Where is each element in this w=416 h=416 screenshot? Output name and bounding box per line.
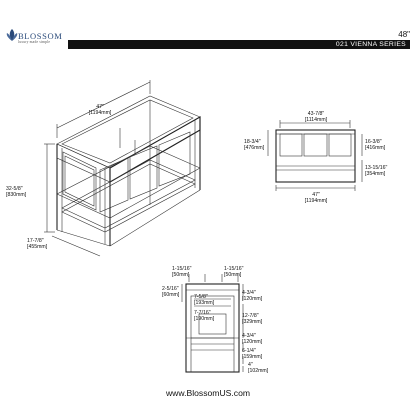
dim-value: 4" — [248, 362, 253, 368]
dim-value-mm: [120mm] — [242, 296, 263, 302]
dim-value-mm: [1114mm] — [304, 117, 328, 123]
dim-value-mm: [120mm] — [242, 339, 263, 345]
side-top-left-dim — [172, 266, 191, 278]
dim-value-mm: [193mm] — [194, 300, 215, 306]
dim-value-mm: [1194mm] — [304, 198, 328, 204]
dim-value: 4-3/4" — [242, 333, 256, 339]
dim-value: 17-7/8" — [27, 238, 44, 244]
dim-value-mm: [50mm] — [172, 272, 190, 278]
dim-value-mm: [354mm] — [365, 171, 386, 177]
side-right-c-dim — [242, 333, 262, 345]
dim-value-mm: [416mm] — [365, 145, 386, 151]
side-left-outer-dim — [162, 286, 179, 298]
side-right-a-dim — [242, 290, 262, 302]
dim-value-mm: [102mm] — [248, 368, 269, 374]
side-right-b-dim — [242, 313, 262, 325]
dim-value-mm: [329mm] — [242, 319, 263, 325]
dim-value-mm: [159mm] — [242, 354, 263, 360]
dim-value-mm: [50mm] — [224, 272, 242, 278]
dim-value: 13-15/16" — [365, 165, 388, 171]
dim-value-mm: [1194mm] — [88, 110, 112, 116]
side-right-e-dim — [248, 362, 268, 374]
dim-value: 12-7/8" — [242, 313, 259, 319]
product-size: 48" — [398, 30, 410, 39]
dim-value: 2-5/16" — [162, 286, 179, 292]
dim-value: 7-7/16" — [194, 310, 211, 316]
dim-value-mm: [476mm] — [244, 145, 265, 151]
dim-value-mm: [190mm] — [194, 316, 215, 322]
dim-value: 1-15/16" — [172, 266, 192, 272]
side-right-d-dim — [242, 348, 262, 360]
side-inner-b-dim — [194, 310, 214, 322]
dim-value: 16-3/8" — [365, 139, 382, 145]
website-link[interactable]: www.BlossomUS.com — [165, 388, 251, 398]
dim-value-mm: [830mm] — [6, 192, 27, 198]
dim-value: 4-3/4" — [242, 290, 256, 296]
side-inner-a-dim — [194, 294, 214, 306]
dim-value: 47" — [96, 104, 104, 110]
dim-value: 1-15/16" — [224, 266, 244, 272]
dim-value: 32-5/8" — [6, 186, 23, 192]
dim-value-mm: [455mm] — [27, 244, 48, 250]
side-top-right-dim — [224, 266, 243, 278]
dim-value-mm: [60mm] — [162, 292, 180, 298]
dim-value: 43-7/8" — [307, 111, 325, 117]
dim-value: 47" — [312, 192, 320, 198]
series-title: 021 VIENNA SERIES — [335, 40, 406, 48]
dim-value: 7-5/8" — [194, 294, 208, 300]
brand-name: BLOSSOM — [18, 31, 63, 41]
brand-tagline: luxury made simple — [18, 40, 51, 44]
dim-value: 18-3/4" — [244, 139, 261, 145]
dim-value: 6-1/4" — [242, 348, 256, 354]
